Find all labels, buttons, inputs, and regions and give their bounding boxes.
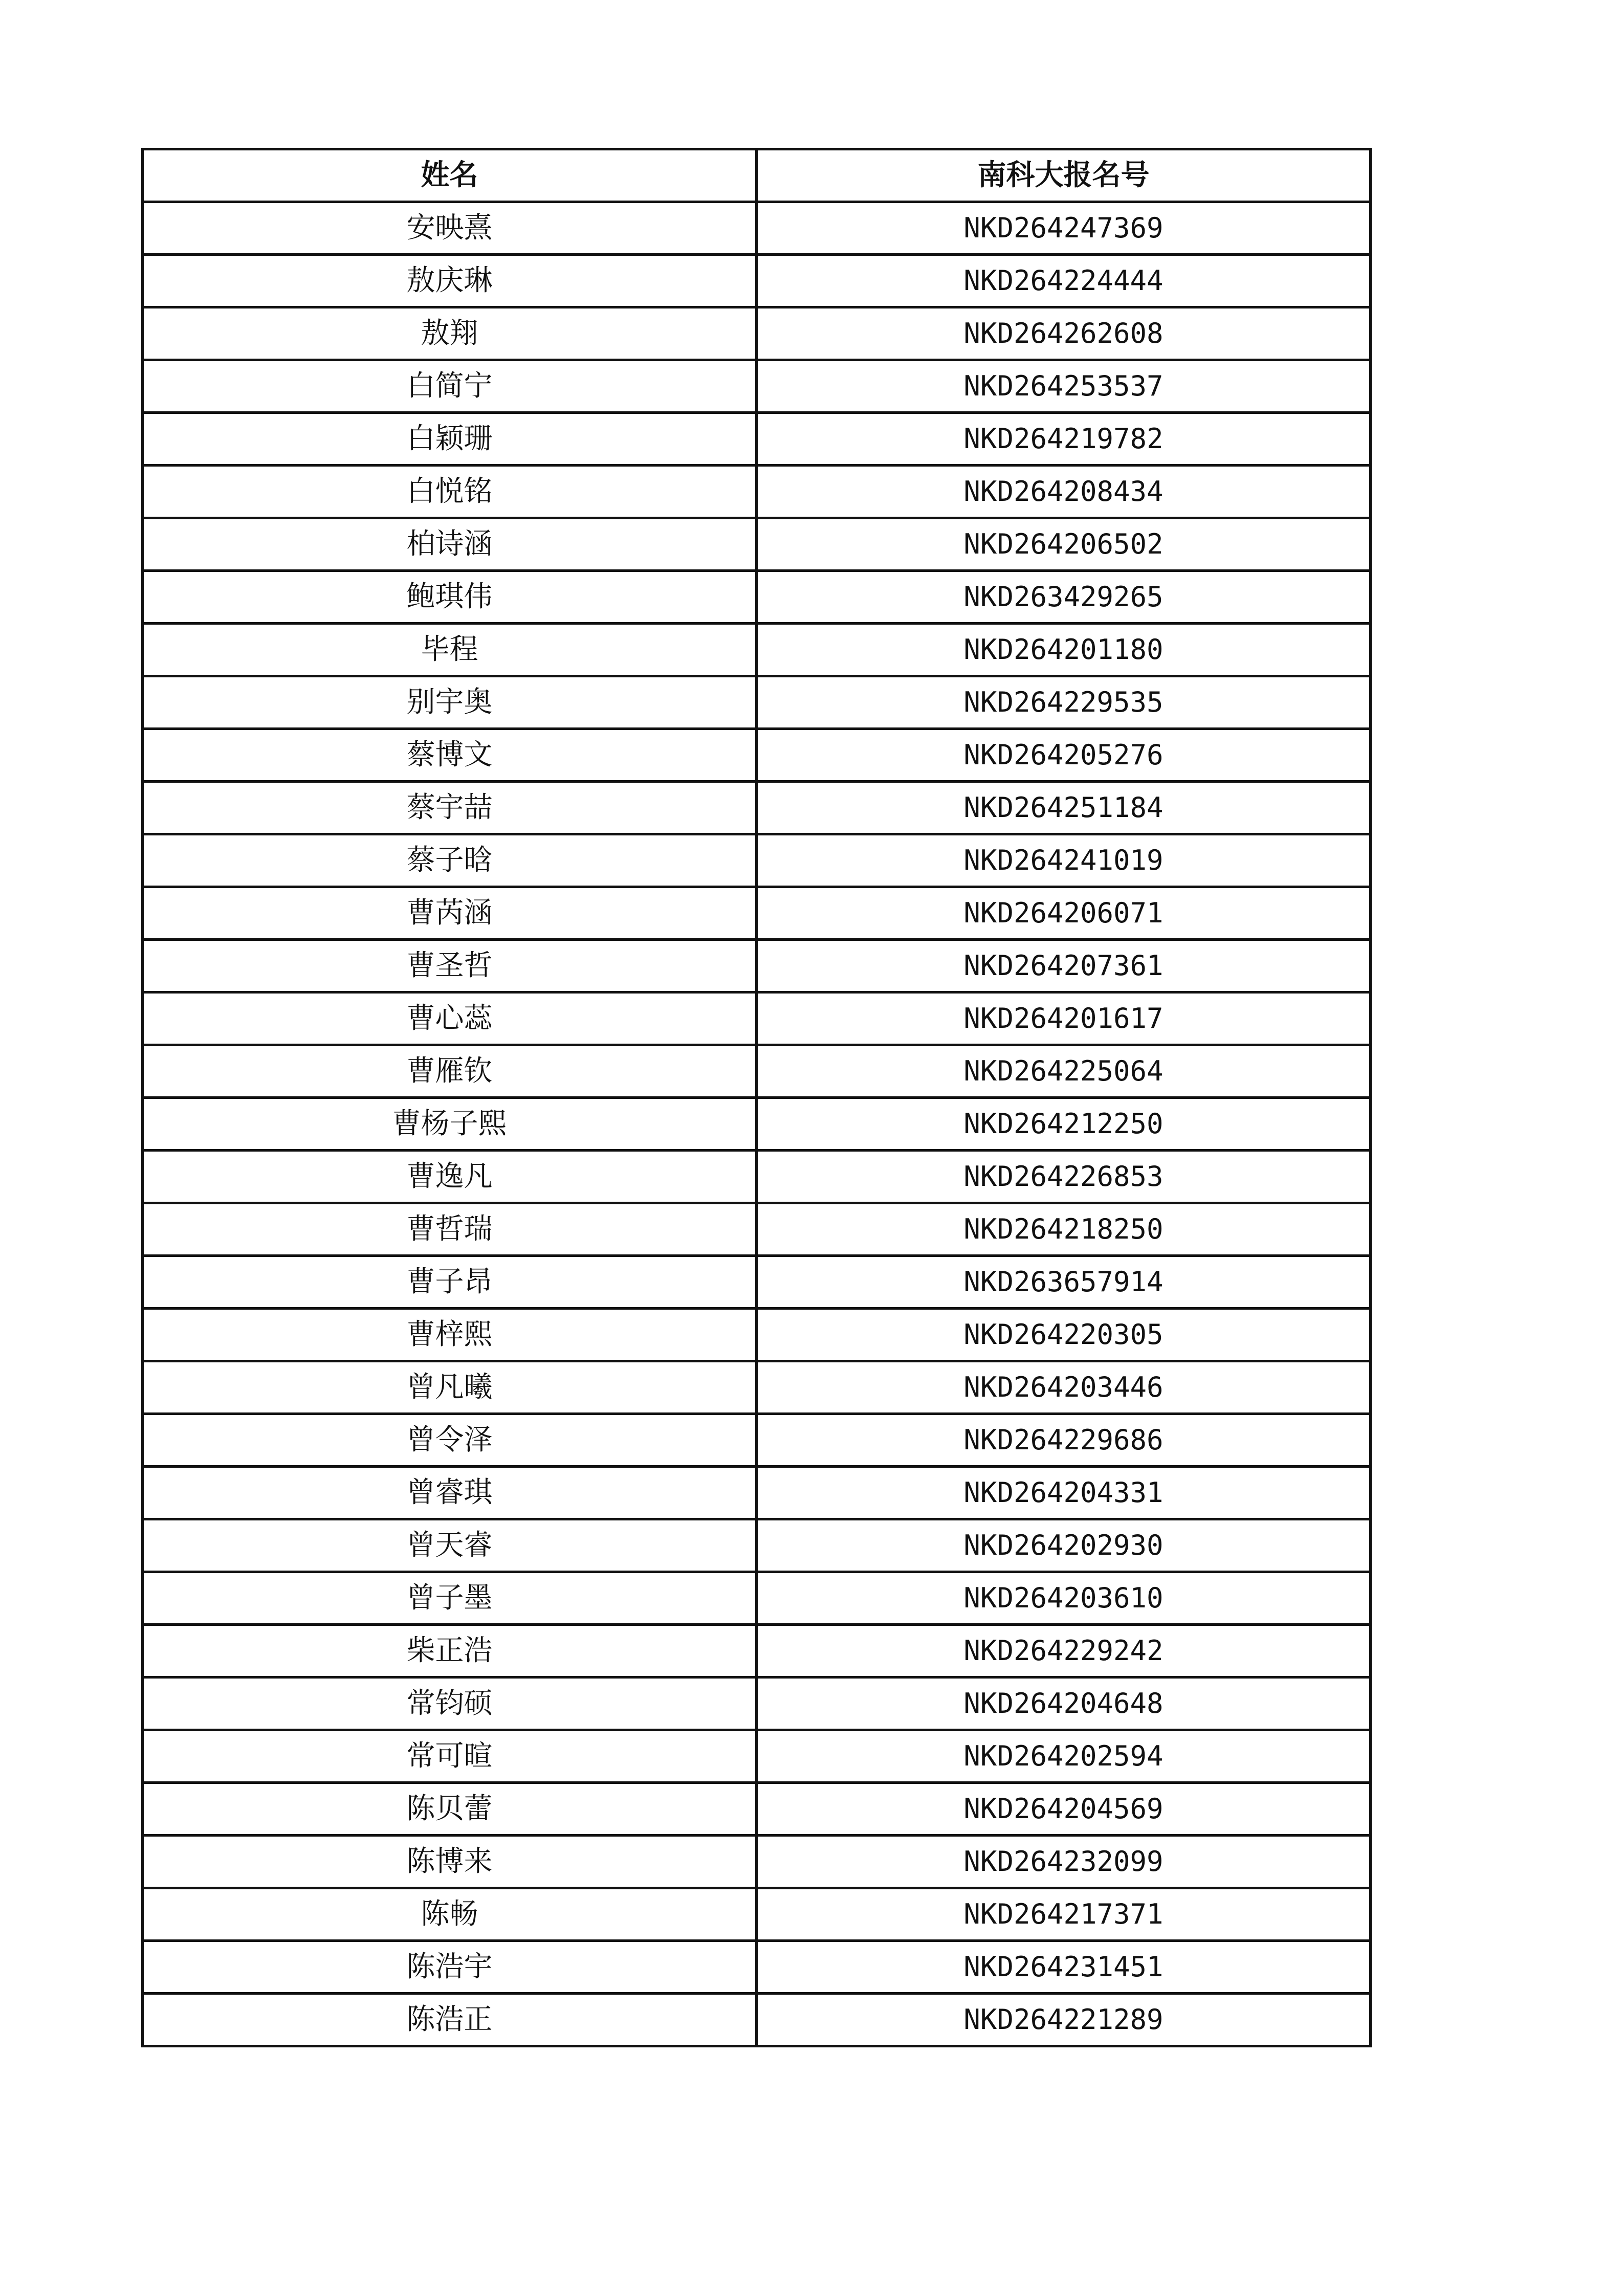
registration-number-cell: NKD264201617 — [757, 992, 1371, 1045]
registration-number-cell: NKD264221289 — [757, 1994, 1371, 2046]
student-name-cell: 柴正浩 — [143, 1625, 757, 1677]
student-name-cell: 白悦铭 — [143, 466, 757, 518]
registration-number-cell: NKD264217371 — [757, 1888, 1371, 1941]
student-name-cell: 曹杨子熙 — [143, 1098, 757, 1151]
table-row — [143, 1888, 1371, 1941]
table-row — [143, 1256, 1371, 1309]
table-row — [143, 1361, 1371, 1414]
table-row — [143, 1519, 1371, 1572]
registration-number-cell: NKD264212250 — [757, 1098, 1371, 1151]
table-row — [143, 887, 1371, 940]
table-row — [143, 834, 1371, 887]
table-row — [143, 1625, 1371, 1677]
table-row — [143, 307, 1371, 360]
registration-number-cell: NKD264224444 — [757, 255, 1371, 307]
table-row — [143, 571, 1371, 624]
table-row — [143, 1783, 1371, 1836]
student-name-cell: 曾令泽 — [143, 1414, 757, 1467]
table-row — [143, 1941, 1371, 1994]
table-row — [143, 1203, 1371, 1256]
table-row — [143, 413, 1371, 466]
table-row — [143, 1151, 1371, 1203]
registration-number-cell: NKD264204569 — [757, 1783, 1371, 1836]
student-name-cell: 陈浩正 — [143, 1994, 757, 2046]
student-name-cell: 敖庆琳 — [143, 255, 757, 307]
student-name-cell: 曾子墨 — [143, 1572, 757, 1625]
registration-number-cell: NKD264202594 — [757, 1730, 1371, 1783]
table-row — [143, 360, 1371, 413]
registration-number-cell: NKD264231451 — [757, 1941, 1371, 1994]
registration-number-cell: NKD264206502 — [757, 518, 1371, 571]
registration-number-cell: NKD264251184 — [757, 782, 1371, 834]
column-header-name: 姓名 — [143, 149, 757, 202]
table-row — [143, 1467, 1371, 1519]
registration-table — [141, 148, 1372, 2047]
student-name-cell: 柏诗涵 — [143, 518, 757, 571]
student-name-cell: 陈浩宇 — [143, 1941, 757, 1994]
registration-number-cell: NKD263657914 — [757, 1256, 1371, 1309]
student-name-cell: 陈贝蕾 — [143, 1783, 757, 1836]
registration-number-cell: NKD264204648 — [757, 1677, 1371, 1730]
registration-number-cell: NKD264241019 — [757, 834, 1371, 887]
registration-number-cell: NKD264229242 — [757, 1625, 1371, 1677]
student-name-cell: 曹梓熙 — [143, 1309, 757, 1361]
registration-number-cell: NKD264220305 — [757, 1309, 1371, 1361]
student-name-cell: 曾天睿 — [143, 1519, 757, 1572]
registration-number-cell: NKD264203446 — [757, 1361, 1371, 1414]
table-row — [143, 1730, 1371, 1783]
registration-number-cell: NKD264218250 — [757, 1203, 1371, 1256]
student-name-cell: 曹雁钦 — [143, 1045, 757, 1098]
student-name-cell: 安映熹 — [143, 202, 757, 255]
registration-number-cell: NKD264205276 — [757, 729, 1371, 782]
student-name-cell: 蔡宇喆 — [143, 782, 757, 834]
table-row — [143, 518, 1371, 571]
student-name-cell: 曾凡曦 — [143, 1361, 757, 1414]
table-row — [143, 676, 1371, 729]
registration-number-cell: NKD264229535 — [757, 676, 1371, 729]
table-header — [143, 149, 1371, 202]
student-name-cell: 白颖珊 — [143, 413, 757, 466]
table-row — [143, 466, 1371, 518]
table-row — [143, 940, 1371, 992]
table-row — [143, 1994, 1371, 2046]
student-name-cell: 蔡子晗 — [143, 834, 757, 887]
registration-number-cell: NKD264219782 — [757, 413, 1371, 466]
table-row — [143, 624, 1371, 676]
header-row — [143, 149, 1371, 202]
registration-number-cell: NKD264226853 — [757, 1151, 1371, 1203]
student-name-cell: 白简宁 — [143, 360, 757, 413]
table-row — [143, 782, 1371, 834]
student-name-cell: 曹子昂 — [143, 1256, 757, 1309]
registration-number-cell: NKD264247369 — [757, 202, 1371, 255]
student-name-cell: 曾睿琪 — [143, 1467, 757, 1519]
registration-number-cell: NKD264208434 — [757, 466, 1371, 518]
registration-number-cell: NKD264262608 — [757, 307, 1371, 360]
table-row — [143, 729, 1371, 782]
column-header-registration-number: 南科大报名号 — [757, 149, 1371, 202]
registration-number-cell: NKD264204331 — [757, 1467, 1371, 1519]
registration-number-cell: NKD264253537 — [757, 360, 1371, 413]
student-name-cell: 曹心蕊 — [143, 992, 757, 1045]
registration-number-cell: NKD264229686 — [757, 1414, 1371, 1467]
student-name-cell: 曹芮涵 — [143, 887, 757, 940]
registration-number-cell: NKD264203610 — [757, 1572, 1371, 1625]
registration-number-cell: NKD263429265 — [757, 571, 1371, 624]
registration-number-cell: NKD264207361 — [757, 940, 1371, 992]
student-name-cell: 陈畅 — [143, 1888, 757, 1941]
student-name-cell: 毕程 — [143, 624, 757, 676]
table-row — [143, 202, 1371, 255]
table-row — [143, 1045, 1371, 1098]
table-row — [143, 255, 1371, 307]
student-name-cell: 蔡博文 — [143, 729, 757, 782]
table-row — [143, 1098, 1371, 1151]
table-row — [143, 1309, 1371, 1361]
registration-number-cell: NKD264225064 — [757, 1045, 1371, 1098]
table-row — [143, 1572, 1371, 1625]
registration-number-cell: NKD264206071 — [757, 887, 1371, 940]
student-name-cell: 敖翔 — [143, 307, 757, 360]
student-name-cell: 曹逸凡 — [143, 1151, 757, 1203]
table-row — [143, 1414, 1371, 1467]
table-body — [143, 202, 1371, 2046]
student-name-cell: 陈博来 — [143, 1836, 757, 1888]
student-name-cell: 曹圣哲 — [143, 940, 757, 992]
student-name-cell: 常钧硕 — [143, 1677, 757, 1730]
student-name-cell: 别宇奥 — [143, 676, 757, 729]
registration-number-cell: NKD264202930 — [757, 1519, 1371, 1572]
registration-number-cell: NKD264201180 — [757, 624, 1371, 676]
student-name-cell: 常可暄 — [143, 1730, 757, 1783]
student-name-cell: 曹哲瑞 — [143, 1203, 757, 1256]
student-name-cell: 鲍琪伟 — [143, 571, 757, 624]
table-row — [143, 1836, 1371, 1888]
table-row — [143, 1677, 1371, 1730]
table-row — [143, 992, 1371, 1045]
registration-number-cell: NKD264232099 — [757, 1836, 1371, 1888]
